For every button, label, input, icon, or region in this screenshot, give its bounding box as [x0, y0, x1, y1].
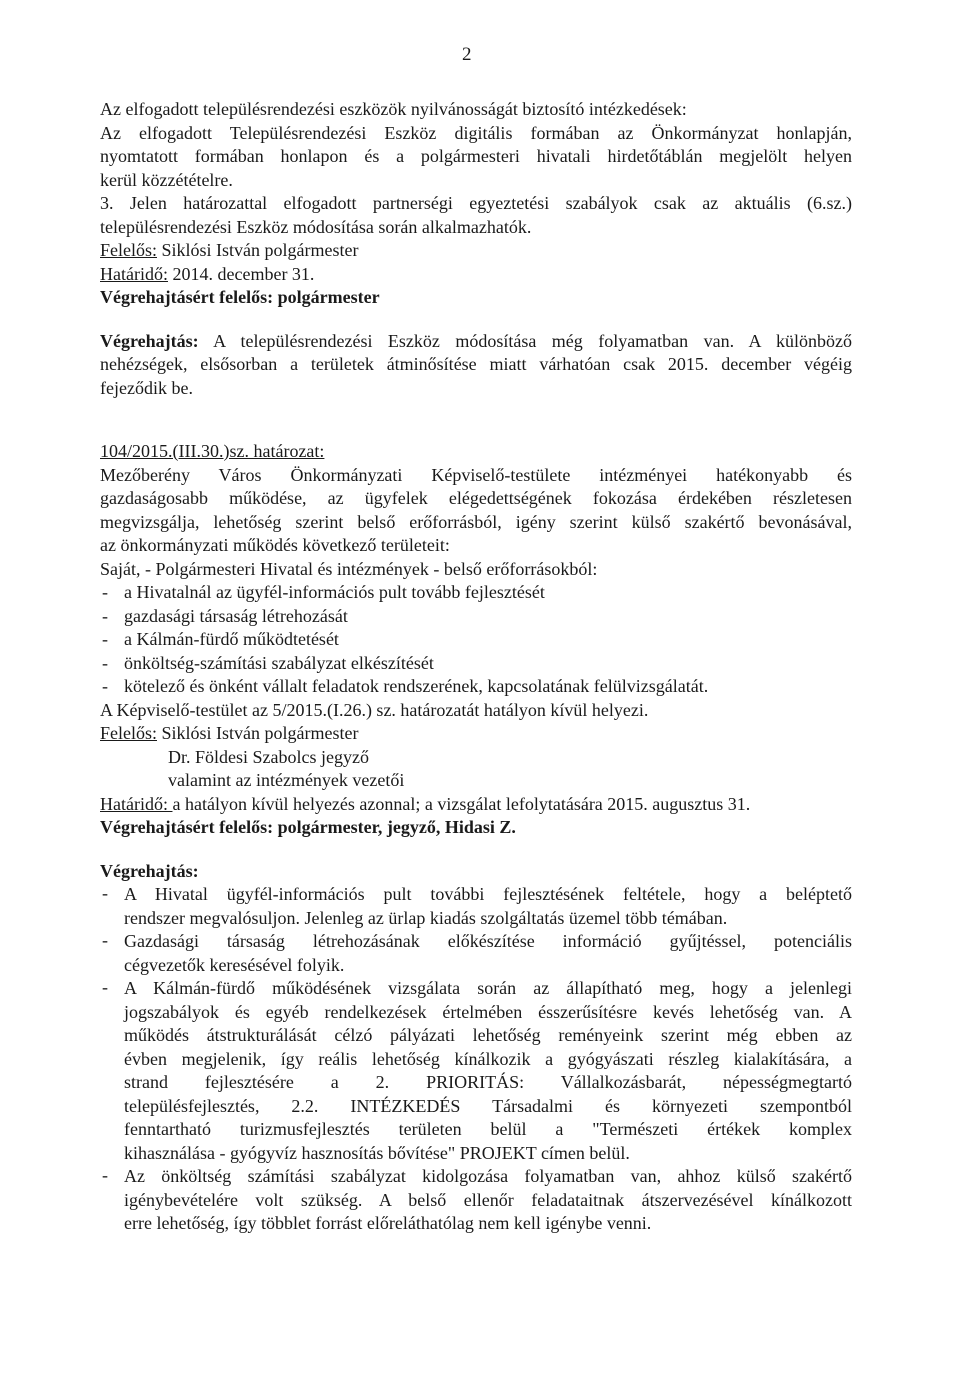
vegrehajtas-line: fejeződik be. [100, 377, 193, 398]
execution-section [100, 860, 852, 1236]
partnership-section [100, 192, 852, 400]
felelos-extra: valamint az intézmények vezetői [168, 770, 405, 790]
execution-line: strand fejlesztésére a 2. PRIORITÁS: Vállalkozásbarát, népességmegtartó [124, 1072, 852, 1092]
document-body [100, 98, 852, 1236]
hatarido-label: Határidő: [100, 793, 173, 814]
list-item-text: a Hivatalnál az ügyfél-információs pult tovább fejlesztését [124, 582, 545, 602]
page-number: 2 [462, 44, 472, 65]
felelos-value: Siklósi István polgármester [157, 240, 359, 260]
execution-line: cégvezetők keresésével folyik. [124, 954, 345, 975]
dash-marker: - [102, 930, 108, 950]
execution-line: erre lehetőség, így többlet forrást előreláthatólag nem kell igénybe venni. [124, 1213, 652, 1233]
execution-line: működés átstrukturálását célzó pályázati lehetőség reményeink szerint még ebben az [124, 1025, 852, 1045]
execution-line: igénybevételére volt szükség. A belső ellenőr feladataitnak átszervezésével kínálkozott [124, 1189, 852, 1210]
point-3-line: településrendezési Eszköz módosítása során alkalmazhatók. [100, 216, 532, 237]
publicity-line: Az elfogadott Településrendezési Eszköz digitális formában az Önkormányzat honlapján, [100, 122, 852, 143]
vegrehajtasert-line: Végrehajtásért felelős: polgármester, jegyző, Hidasi Z. [100, 817, 516, 837]
execution-line: Az önköltség számítási szabályzat kidolgozása folyamatban van, ahhoz külső szakértő [124, 1166, 852, 1186]
resolution-intro-line: Mezőberény Város Önkormányzati Képviselő-testülete intézményei hatékonyabb és [100, 464, 852, 485]
resolution-intro-line: az önkormányzati működés következő területeit: [100, 535, 450, 555]
list-item-text: kötelező és önként vállalt feladatok rendszerének, kapcsolatának felülvizsgálatát. [124, 676, 709, 696]
execution-item [100, 930, 852, 977]
hatarido-line [100, 793, 852, 817]
dash-marker: - [102, 676, 108, 696]
dash-marker: - [102, 1165, 108, 1185]
repeal-line: A Képviselő-testület az 5/2015.(I.26.) sz. határozatát hatályon kívül helyezi. [100, 699, 649, 720]
execution-item [100, 1165, 852, 1236]
felelos-line [100, 239, 852, 263]
list-item [100, 605, 852, 629]
list-item [100, 675, 852, 699]
resolution-intro-line: gazdaságosabb működése, az ügyfelek elégedettségének fokozása érdekében részletesen [100, 488, 852, 508]
dash-marker: - [102, 883, 108, 903]
execution-line: Gazdasági társaság létrehozásának előkészítése információ gyűjtéssel, potenciális [124, 931, 852, 951]
dash-marker: - [102, 977, 108, 997]
publicity-line: nyomtatott formában honlapon és a polgármesteri hivatali hirdetőtáblán megjelölt helyen [100, 146, 852, 166]
hatarido-value: 2014. december 31. [167, 263, 315, 284]
vegrehajtas-line [100, 330, 852, 354]
execution-line: rendszer megvalósuljon. Jelenleg az ürlap kiadás szolgáltatás üzemel több témában. [124, 907, 728, 928]
list-item [100, 581, 852, 605]
felelos-line [100, 722, 852, 746]
list-item-text: önköltség-számítási szabályzat elkészítését [124, 652, 434, 673]
execution-line: A Hivatal ügyfél-információs pult további fejlesztésének feltétele, hogy a beléptető [124, 884, 852, 904]
list-item [100, 628, 852, 652]
execution-label: Végrehajtás: [100, 860, 199, 881]
resolution-section [100, 440, 852, 840]
execution-line: fenntartható turizmusfejlesztés területen belül a "Természeti értékek komplex [124, 1119, 852, 1139]
execution-item [100, 977, 852, 1165]
felelos-extra: Dr. Földesi Szabolcs jegyző [168, 746, 369, 767]
execution-line: kihasználása - gyógyvíz hasznosítás bővítése" PROJEKT címen belül. [124, 1142, 630, 1163]
execution-item [100, 883, 852, 930]
hatarido-line [100, 263, 852, 287]
execution-line: évben megjelenik, így reális lehetőség kínálkozik a gyógyászati részleg kialakítására, a [124, 1048, 852, 1069]
dash-marker: - [102, 629, 108, 649]
resolution-intro-line: Saját, - Polgármesteri Hivatal és intézmények - belső erőforrásokból: [100, 558, 598, 579]
resolution-intro-line: megvizsgálja, lehetőség szerint belső erőforrásból, igény szerint külső szakértő bevonásával, [100, 511, 852, 532]
execution-line: jogszabályok és egyéb rendelkezések értelmében ésszerűsítésre kevés lehetőség van. A [124, 1001, 852, 1022]
execution-line: A Kálmán-fürdő működésének vizsgálata során az állapítható meg, hogy a jelenlegi [124, 978, 852, 998]
hatarido-label: Határidő: [100, 263, 168, 284]
felelos-value: Siklósi István polgármester [157, 723, 359, 743]
vegrehajtas-line: nehézségek, elsősorban a területek átminősítése miatt várhatóan csak 2015. december végéig [100, 354, 852, 374]
list-item-text: a Kálmán-fürdő működtetését [124, 629, 339, 649]
dash-marker: - [102, 582, 108, 602]
publicity-heading: Az elfogadott településrendezési eszközök nyilvánosságát biztosító intézkedések: [100, 99, 687, 119]
felelos-label: Felelős: [100, 240, 157, 260]
list-item-text: gazdasági társaság létrehozását [124, 605, 348, 626]
point-3-line: 3. Jelen határozattal elfogadott partnerségi egyeztetési szabályok csak az aktuális (6.sz.) [100, 193, 852, 213]
felelos-label: Felelős: [100, 723, 157, 743]
list-item [100, 652, 852, 676]
publicity-line: kerül közzétételre. [100, 169, 233, 190]
vegrehajtas-label: Végrehajtás: [100, 330, 199, 351]
dash-marker: - [102, 652, 108, 673]
hatarido-value: a hatályon kívül helyezés azonnal; a vizsgálat lefolytatására 2015. augusztus 31. [172, 793, 751, 814]
vegrehajtasert-line: Végrehajtásért felelős: polgármester [100, 287, 380, 307]
resolution-title: 104/2015.(III.30.)sz. határozat: [100, 441, 325, 461]
execution-line: településfejlesztés, 2.2. INTÉZKEDÉS Társadalmi és környezeti szempontból [124, 1095, 852, 1116]
publicity-section [100, 98, 852, 192]
vegrehajtas-text: A településrendezési Eszköz módosítása még folyamatban van. A különböző [198, 330, 852, 351]
dash-marker: - [102, 605, 108, 626]
